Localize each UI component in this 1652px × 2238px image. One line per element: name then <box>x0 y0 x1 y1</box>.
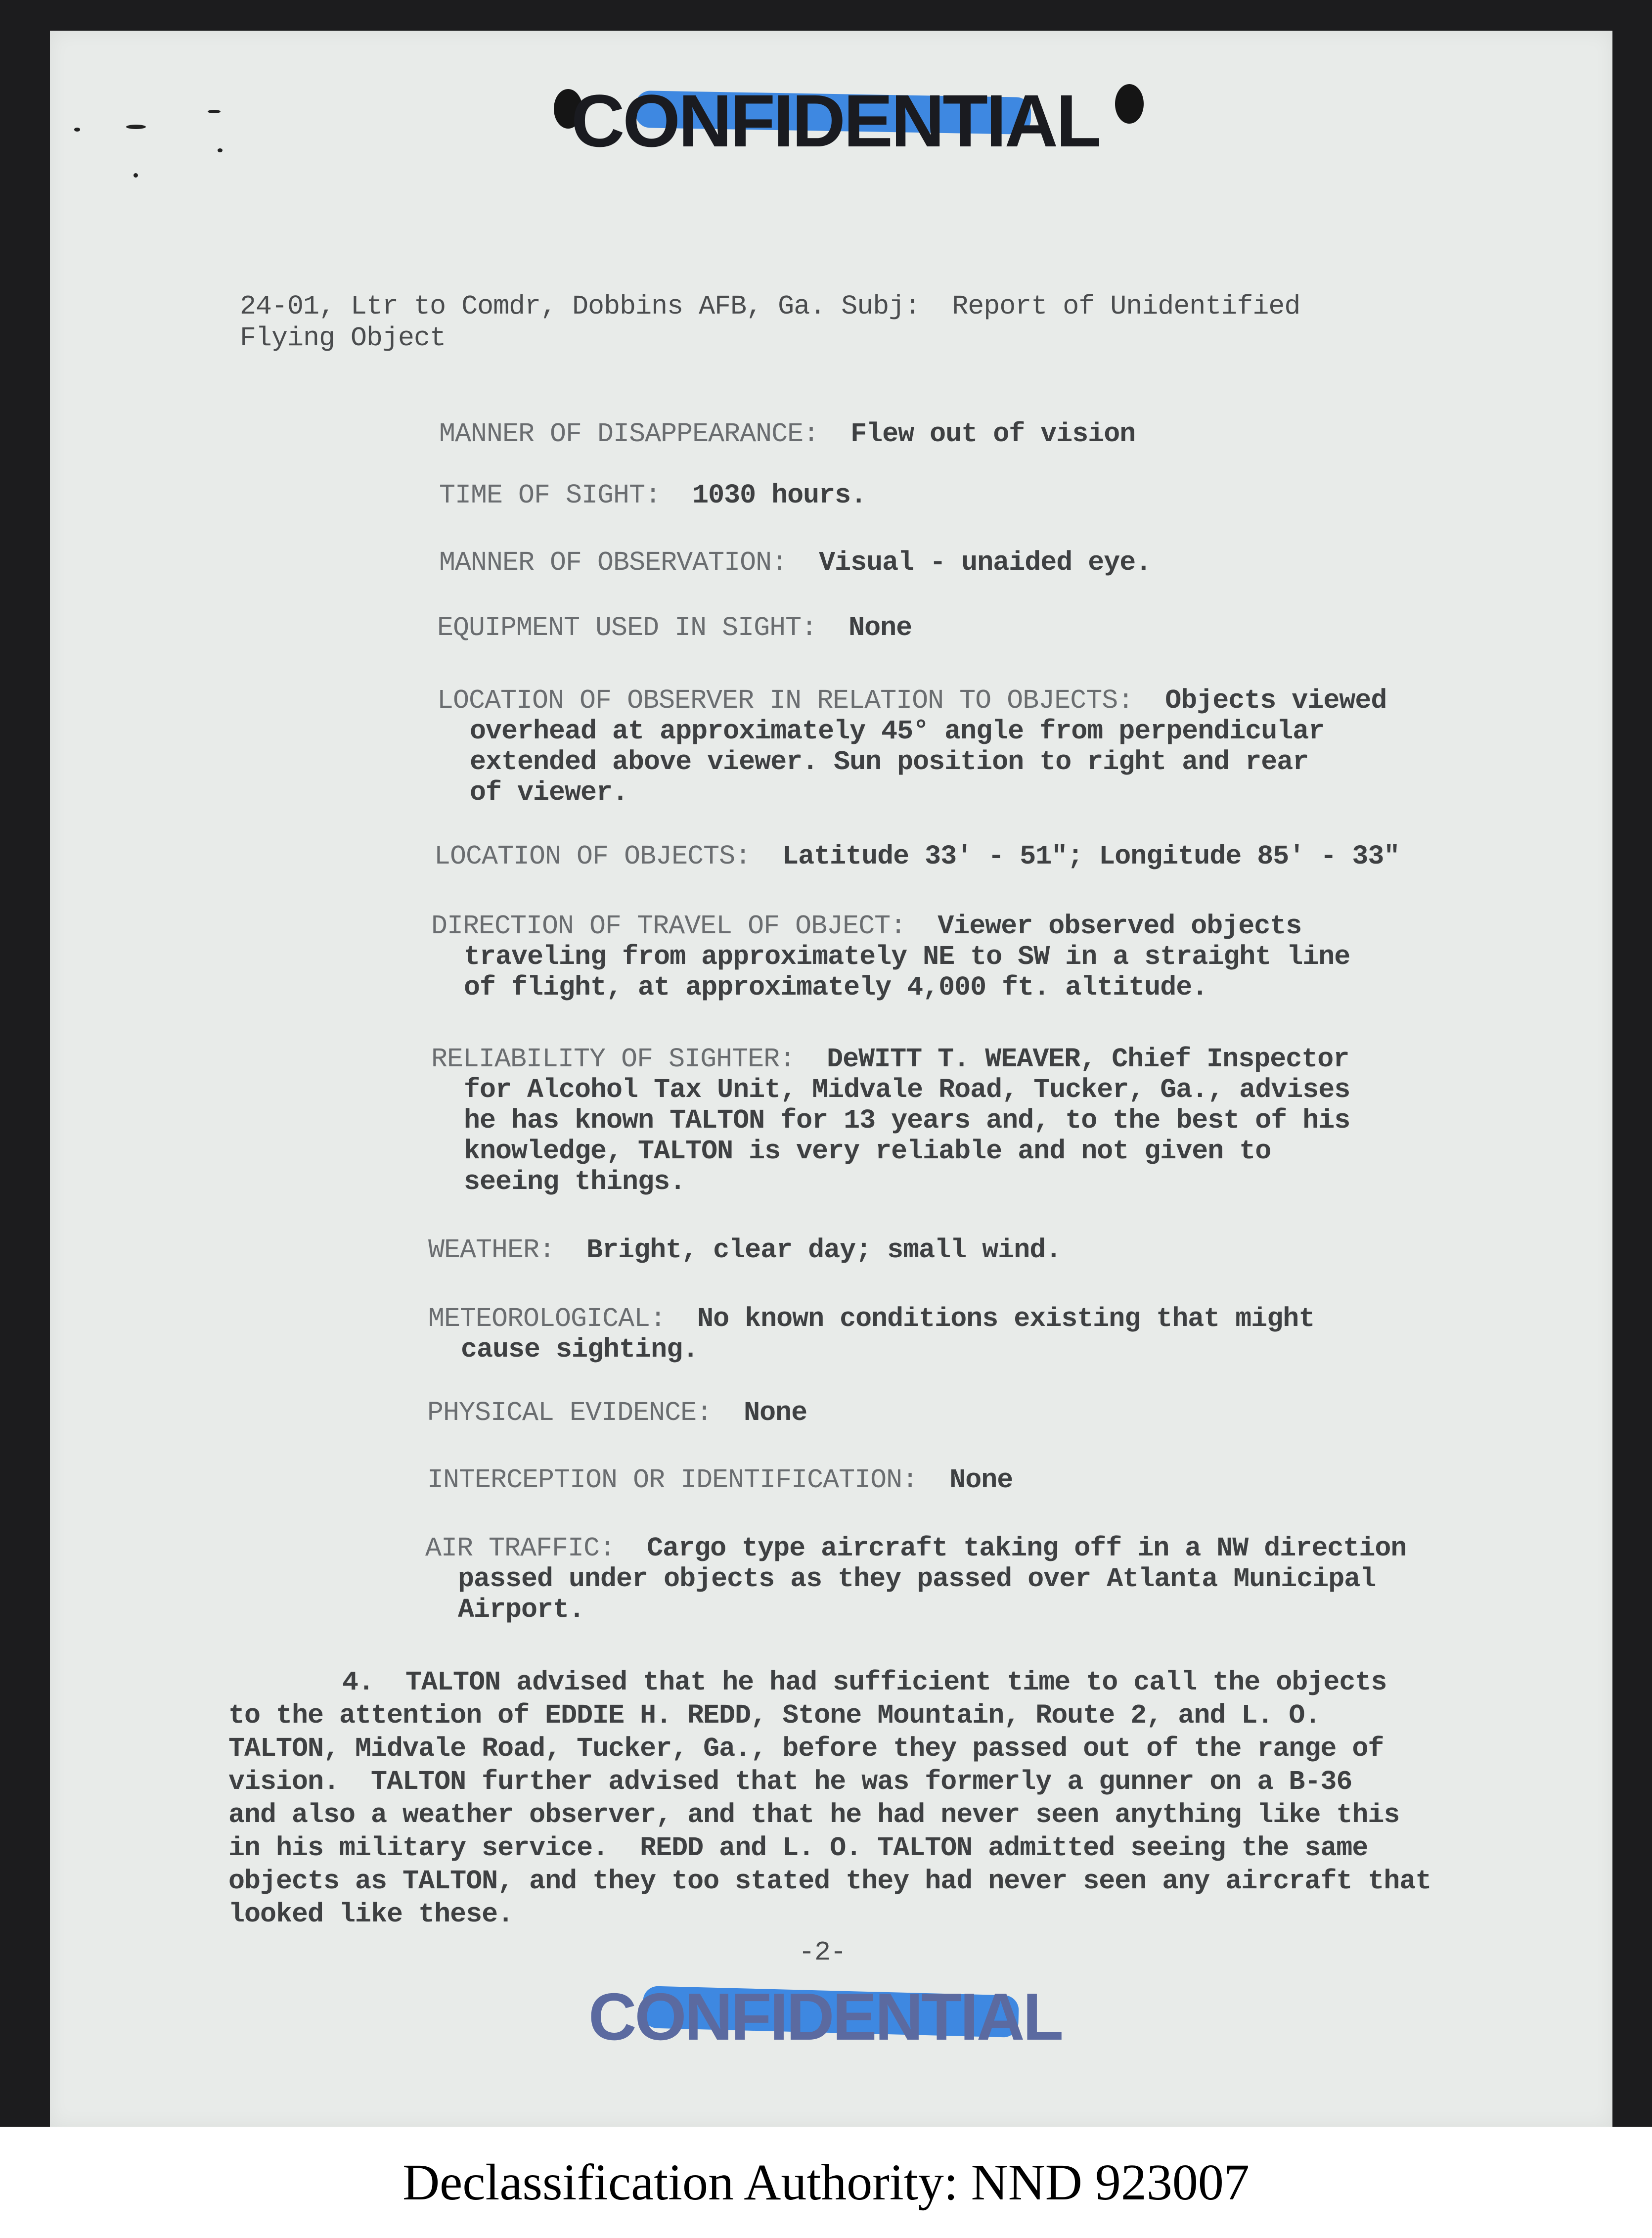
item-value: Flew out of vision <box>850 418 1136 450</box>
item-label: DIRECTION OF TRAVEL OF OBJECT: <box>431 911 906 942</box>
ink-speck <box>74 128 80 132</box>
item-continuation-line: cause sighting. <box>461 1334 699 1365</box>
report-item-first-line <box>437 686 1386 716</box>
item-value: Cargo type aircraft taking off in a NW direction <box>647 1533 1407 1564</box>
item-value: Viewer observed objects <box>938 911 1302 942</box>
item-value: None <box>848 612 912 643</box>
item-continuation-line: overhead at approximately 45° angle from perpendicular <box>470 716 1325 747</box>
report-item-first-line <box>439 548 1151 578</box>
item-value: 1030 hours. <box>692 480 867 511</box>
item-continuation-line: seeing things. <box>464 1166 686 1197</box>
ink-speck <box>208 110 221 113</box>
report-item-first-line <box>428 1235 1061 1265</box>
item-label: TIME OF SIGHT: <box>439 480 661 511</box>
item-label: MANNER OF DISAPPEARANCE: <box>439 418 819 450</box>
page-number: -2- <box>799 1937 847 1968</box>
ink-blob <box>1115 84 1144 124</box>
paragraph-line: TALTON, Midvale Road, Tucker, Ga., before they passed out of the range of <box>228 1733 1384 1764</box>
report-item-first-line <box>431 1045 1349 1074</box>
header-line: Flying Object <box>240 322 446 354</box>
item-value: Visual - unaided eye. <box>819 547 1152 578</box>
report-item-first-line <box>437 613 912 643</box>
paragraph-line: objects as TALTON, and they too stated they had never seen any aircraft that <box>228 1866 1431 1897</box>
item-label: PHYSICAL EVIDENCE: <box>427 1397 713 1428</box>
item-value: Bright, clear day; small wind. <box>586 1234 1062 1266</box>
paragraph-line: 4. TALTON advised that he had sufficient time to call the objects <box>342 1667 1387 1698</box>
item-value: None <box>949 1464 1013 1496</box>
item-label: MANNER OF OBSERVATION: <box>439 547 788 578</box>
item-label: EQUIPMENT USED IN SIGHT: <box>437 612 817 643</box>
confidential-stamp-bottom <box>588 1976 1122 2055</box>
confidential-stamp-text: CONFIDENTIAL <box>588 1979 1062 2054</box>
confidential-stamp-top <box>551 69 1155 163</box>
item-continuation-line: extended above viewer. Sun position to right and rear <box>470 746 1309 777</box>
item-value: No known conditions existing that might <box>697 1303 1315 1334</box>
report-item-first-line <box>439 419 1135 449</box>
report-item-first-line <box>427 1465 1013 1495</box>
paragraph-line: in his military service. REDD and L. O. TALTON admitted seeing the same <box>228 1832 1368 1864</box>
item-continuation-line: he has known TALTON for 13 years and, to the best of his <box>464 1105 1350 1136</box>
item-continuation-line: passed under objects as they passed over Atlanta Municipal <box>458 1563 1376 1595</box>
confidential-stamp-text: CONFIDENTIAL <box>571 79 1100 162</box>
report-item-first-line <box>431 912 1301 941</box>
report-item-first-line <box>427 1398 807 1428</box>
item-value: Objects viewed <box>1165 685 1387 716</box>
item-label: WEATHER: <box>428 1234 555 1266</box>
report-item-first-line <box>428 1304 1314 1334</box>
item-label: RELIABILITY OF SIGHTER: <box>431 1044 796 1075</box>
report-item-first-line <box>439 481 866 510</box>
paragraph-line: and also a weather observer, and that he had never seen anything like this <box>228 1799 1400 1830</box>
item-continuation-line: Airport. <box>458 1594 585 1625</box>
item-label: LOCATION OF OBJECTS: <box>434 841 751 872</box>
item-continuation-line: traveling from approximately NE to SW in a straight line <box>464 941 1350 972</box>
item-value: None <box>744 1397 807 1428</box>
item-continuation-line: of viewer. <box>470 777 628 808</box>
item-label: LOCATION OF OBSERVER IN RELATION TO OBJECTS: <box>437 685 1134 716</box>
item-continuation-line: of flight, at approximately 4,000 ft. altitude. <box>464 972 1208 1003</box>
declassification-caption: Declassification Authority: NND 923007 <box>402 2154 1250 2211</box>
item-value: Latitude 33' - 51"; Longitude 85' - 33" <box>782 841 1400 872</box>
item-label: AIR TRAFFIC: <box>425 1533 616 1564</box>
paragraph-line: vision. TALTON further advised that he was formerly a gunner on a B-36 <box>228 1766 1352 1797</box>
item-value: DeWITT T. WEAVER, Chief Inspector <box>827 1044 1349 1075</box>
header-line: 24-01, Ltr to Comdr, Dobbins AFB, Ga. Subj: Report of Unidentified <box>240 291 1300 322</box>
item-continuation-line: knowledge, TALTON is very reliable and not given to <box>464 1136 1271 1167</box>
paragraph-line: looked like these. <box>228 1899 514 1930</box>
item-continuation-line: for Alcohol Tax Unit, Midvale Road, Tucker, Ga., advises <box>464 1074 1350 1105</box>
ink-speck <box>126 125 146 129</box>
report-item-first-line <box>425 1534 1406 1563</box>
item-label: METEOROLOGICAL: <box>428 1303 666 1334</box>
ink-speck <box>134 173 138 178</box>
report-item-first-line <box>434 842 1399 871</box>
item-label: INTERCEPTION OR IDENTIFICATION: <box>427 1464 918 1496</box>
paragraph-line: to the attention of EDDIE H. REDD, Stone Mountain, Route 2, and L. O. <box>228 1700 1321 1731</box>
ink-speck <box>218 148 223 152</box>
